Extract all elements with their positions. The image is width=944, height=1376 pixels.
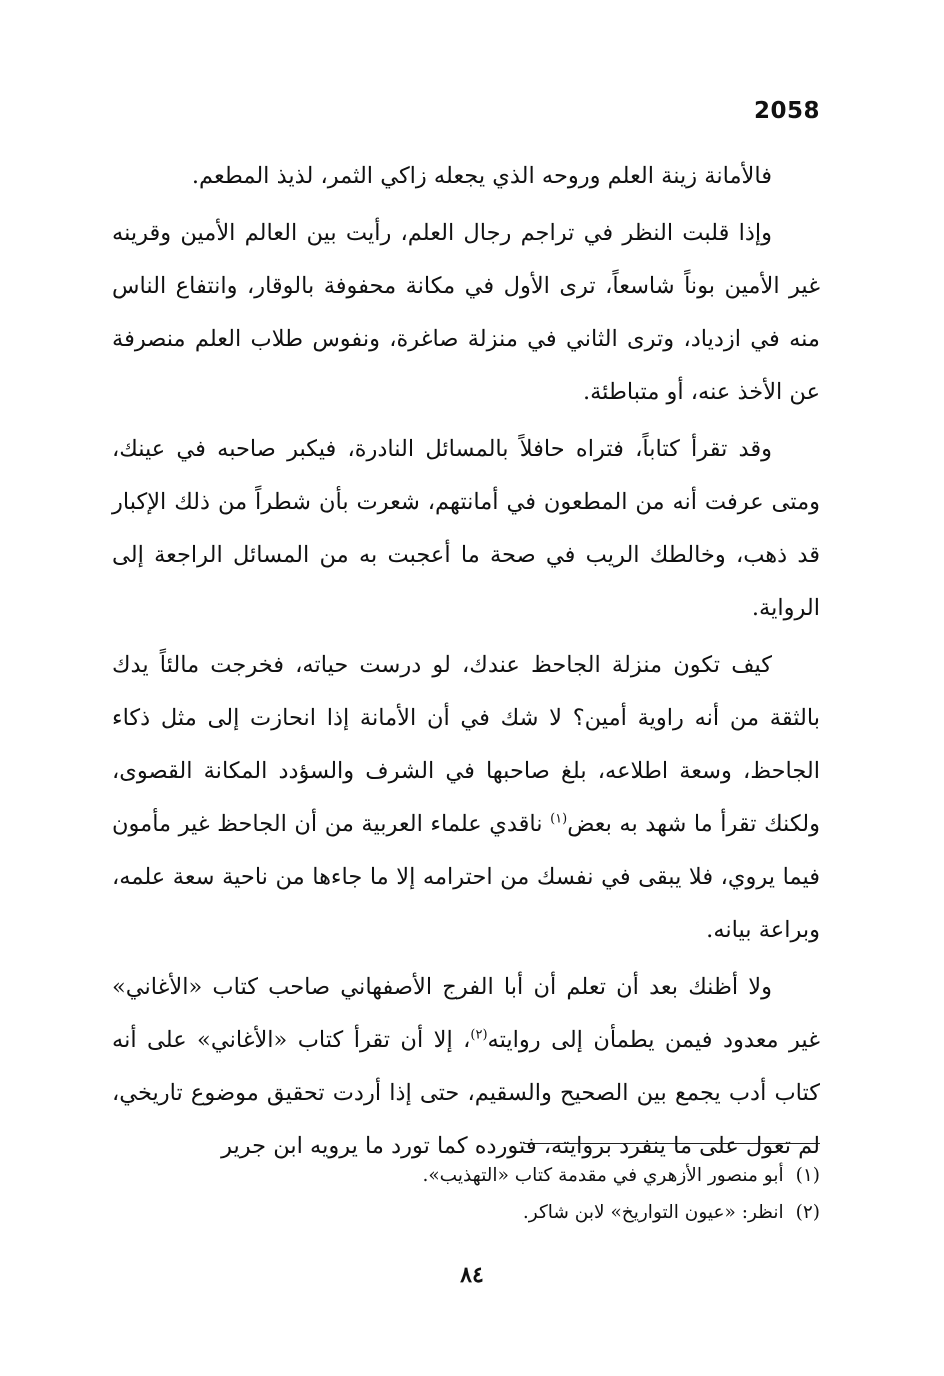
- paragraph-3: وقد تقرأ كتاباً، فتراه حافلاً بالمسائل النادرة، فيكبر صاحبه في عينك، ومتى عرفت أنه من المطعون في أمانتهم، شعرت بأن شطراً من ذلك الإكبار قد ذهب، وخالطك الريب في صحة ما أعجبت به من المسائل الراجعة إلى الرواية.: [112, 436, 820, 621]
- footnote-divider: [524, 1143, 820, 1144]
- paragraph-5-part-1: ولا أظنك بعد أن تعلم أن أبا الفرج الأصفهاني صاحب كتاب «الأغاني» غير معدود فيمن يطمأن إلى روايته: [112, 974, 820, 1053]
- footnotes: [124, 1157, 820, 1231]
- page-number-bottom: ٨٤: [460, 1262, 484, 1288]
- footnote-number: (١): [795, 1165, 820, 1186]
- footnote-2: [124, 1194, 820, 1231]
- footnote-1: [124, 1157, 820, 1194]
- paragraph-2: وإذا قلبت النظر في تراجم رجال العلم، رأيت بين العالم الأمين وقرينه غير الأمين بوناً شاسعاً، ترى الأول في مكانة محفوفة بالوقار، وانتفاع الناس منه في ازدياد، وترى الثاني في منزلة صاغرة، ونفوس طلاب العلم منصرفة عن الأخذ عنه، أو متباطئة.: [112, 220, 820, 405]
- footnote-ref-2: (٢): [470, 1027, 488, 1043]
- paragraph-4: [112, 639, 820, 957]
- footnote-text: أبو منصور الأزهري في مقدمة كتاب «التهذيب».: [422, 1165, 784, 1186]
- footnote-ref-1: (١): [550, 811, 568, 827]
- page-number-top: 2058: [753, 98, 820, 124]
- paragraph-5: [112, 961, 820, 1173]
- body-text: [112, 150, 820, 1173]
- paragraph-1: فالأمانة زينة العلم وروحه الذي يجعله زاكي الثمر، لذيذ المطعم.: [191, 163, 772, 189]
- footnote-text: انظر: «عيون التواريخ» لابن شاكر.: [522, 1202, 784, 1223]
- paragraph-5-part-2: ، إلا أن تقرأ كتاب «الأغاني» على أنه كتاب أدب يجمع بين الصحيح والسقيم، حتى إذا أردت تحقيق موضوع تاريخي، لم تعول على ما ينفرد بروايته، فتورده كما تورد ما يرويه ابن جرير: [112, 1027, 820, 1159]
- paragraph-4-part-2: ناقدي علماء العربية من أن الجاحظ غير مأمون فيما يروي، فلا يبقى في نفسك من احترامه إلا ما جاءها من ناحية سعة علمه، وبراعة بيانه.: [112, 811, 820, 943]
- footnote-number: (٢): [795, 1202, 820, 1223]
- paragraph-4-part-1: كيف تكون منزلة الجاحظ عندك، لو درست حياته، فخرجت مالئاً يدك بالثقة من أنه راوية أمين؟ لا شك في أن الأمانة إذا انحازت إلى مثل ذكاء الجاحظ، وسعة اطلاعه، بلغ صاحبها في الشرف والسؤدد المكانة القصوى، ولكنك تقرأ ما شهد به بعض: [112, 652, 820, 837]
